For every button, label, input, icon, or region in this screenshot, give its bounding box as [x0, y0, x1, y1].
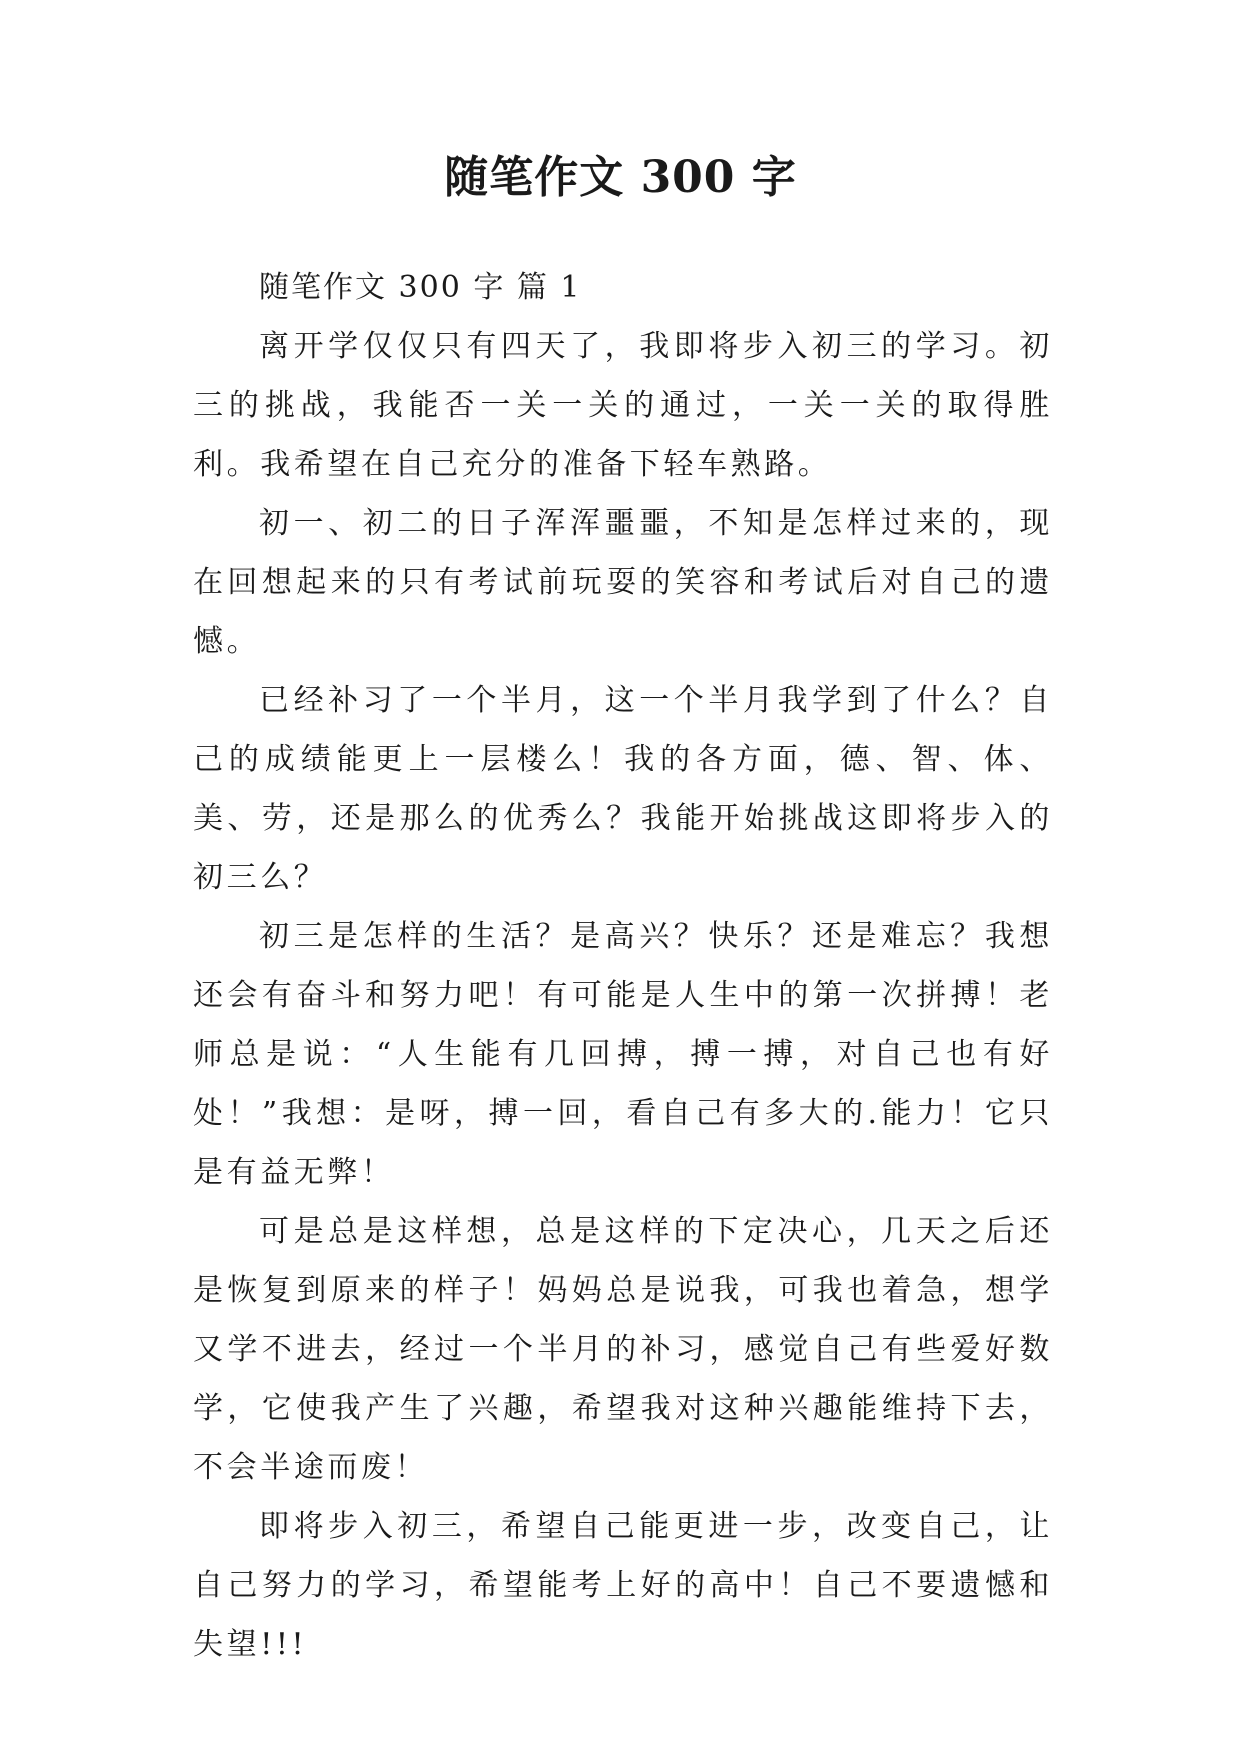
- paragraph-3: 已经补习了一个半月，这一个半月我学到了什么？自己的成绩能更上一层楼么！我的各方面，德、智、体、美、劳，还是那么的优秀么？我能开始挑战这即将步入的初三么？: [193, 683, 1053, 895]
- paragraph-2: 初一、初二的日子浑浑噩噩，不知是怎样过来的，现在回想起来的只有考试前玩耍的笑容和考试后对自己的遗憾。: [193, 506, 1053, 659]
- paragraph-6: 即将步入初三，希望自己能更进一步，改变自己，让自己努力的学习，希望能考上好的高中！自己不要遗憾和失望!!!: [193, 1509, 1053, 1662]
- paragraph-5: 可是总是这样想，总是这样的下定决心，几天之后还是恢复到原来的样子！妈妈总是说我，可我也着急，想学又学不进去，经过一个半月的补习，感觉自己有些爱好数学，它使我产生了兴趣，希望我对这种兴趣能维持下去，不会半途而废！: [193, 1214, 1053, 1485]
- document-body: [193, 258, 1053, 1674]
- paragraph-1: 离开学仅仅只有四天了，我即将步入初三的学习。初三的挑战，我能否一关一关的通过，一关一关的取得胜利。我希望在自己充分的准备下轻车熟路。: [193, 329, 1053, 482]
- section-heading: 随笔作文 300 字 篇 1: [259, 270, 582, 305]
- paragraph-4: 初三是怎样的生活？是高兴？快乐？还是难忘？我想还会有奋斗和努力吧！有可能是人生中的第一次拼搏！老师总是说：“人生能有几回搏，搏一搏，对自己也有好处！”我想：是呀，搏一回，看自己有多大的.能力！它只是有益无弊！: [193, 919, 1053, 1190]
- document-title: 随笔作文 300 字: [444, 152, 797, 203]
